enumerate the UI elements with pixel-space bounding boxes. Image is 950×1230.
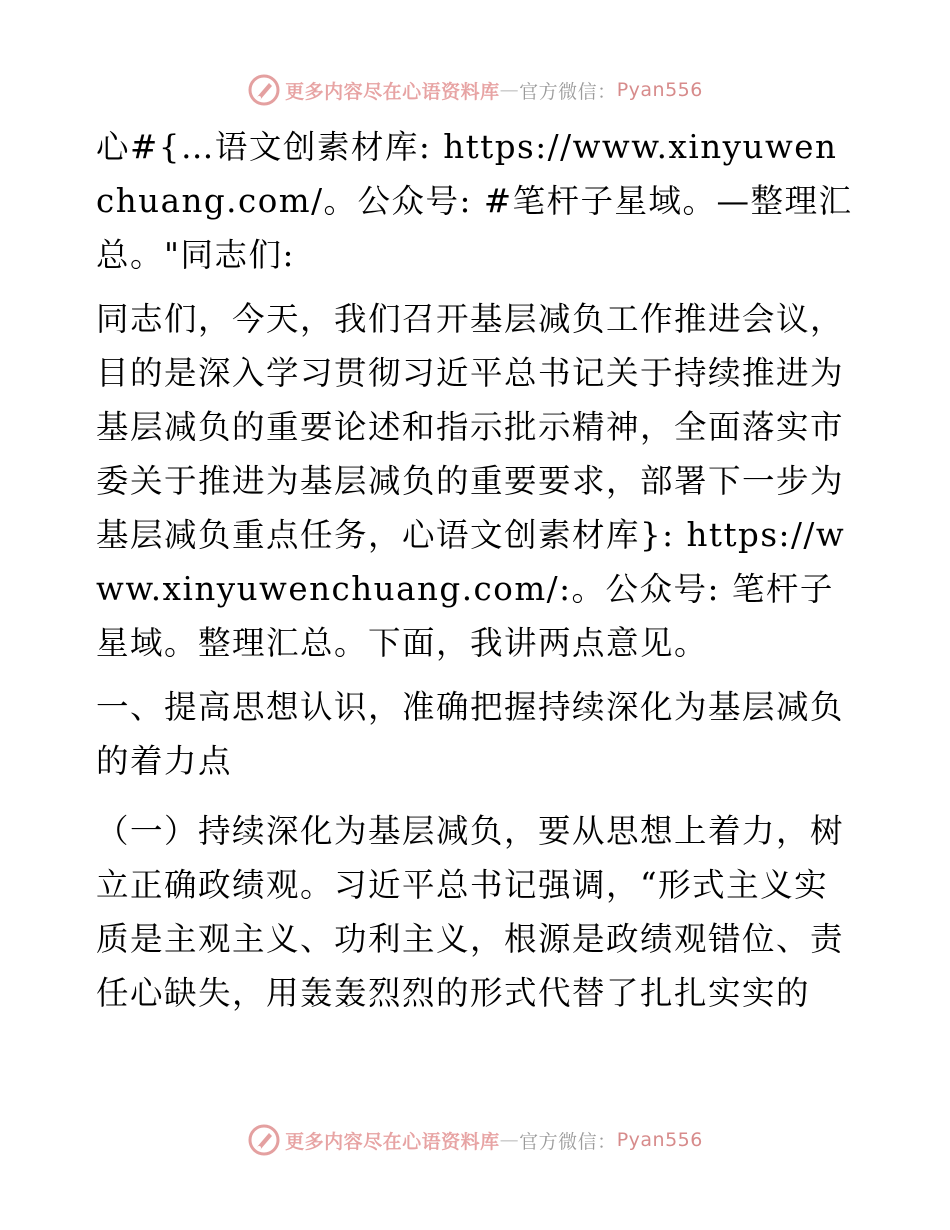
footer-watermark (0, 1120, 950, 1160)
watermark-wechat-id: Pyan556 (616, 1129, 703, 1151)
watermark-sub-text: 官方微信： (519, 80, 617, 103)
paragraph-subsection-1: （一）持续深化为基层减负，要从思想上着力，树立正确政绩观。习近平总书记强调，“形式主义实质是主观主义、功利主义，根源是政绩观错位、责任心缺失，用轰轰烈烈的形式代替了扎扎实实的 (96, 812, 845, 1012)
section-heading-1: 一、提高思想认识，准确把握持续深化为基层减负的着力点 (96, 688, 845, 780)
watermark-main-text: 更多内容尽在心语资料库 (285, 80, 500, 103)
document-body (96, 120, 856, 1030)
pen-logo-icon (247, 1123, 281, 1157)
watermark-separator: — (499, 79, 520, 101)
pen-logo-icon (247, 73, 281, 107)
watermark-wechat-id: Pyan556 (616, 79, 703, 101)
watermark-sub-text: 官方微信： (519, 1130, 617, 1153)
paragraph-intro: 心#{…语文创素材库: https://www.xinyuwenchuang.com/。公众号: #笔杆子星域。—整理汇总。"同志们: (96, 128, 853, 274)
paragraph-opening: 同志们，今天，我们召开基层减负工作推进会议，目的是深入学习贯彻习近平总书记关于持续推进为基层减负的重要论述和指示批示精神，全面落实市委关于推进为基层减负的重要要求，部署下一步为基层减负重点任务，心语文创素材库}: https://www.xinyuwenchuang.com/:。公众号: 笔杆子星域。整理汇总。下面，我讲两点意见。 (96, 300, 846, 662)
header-watermark (0, 70, 950, 110)
watermark-separator: — (499, 1129, 520, 1151)
watermark-main-text: 更多内容尽在心语资料库 (285, 1130, 500, 1153)
